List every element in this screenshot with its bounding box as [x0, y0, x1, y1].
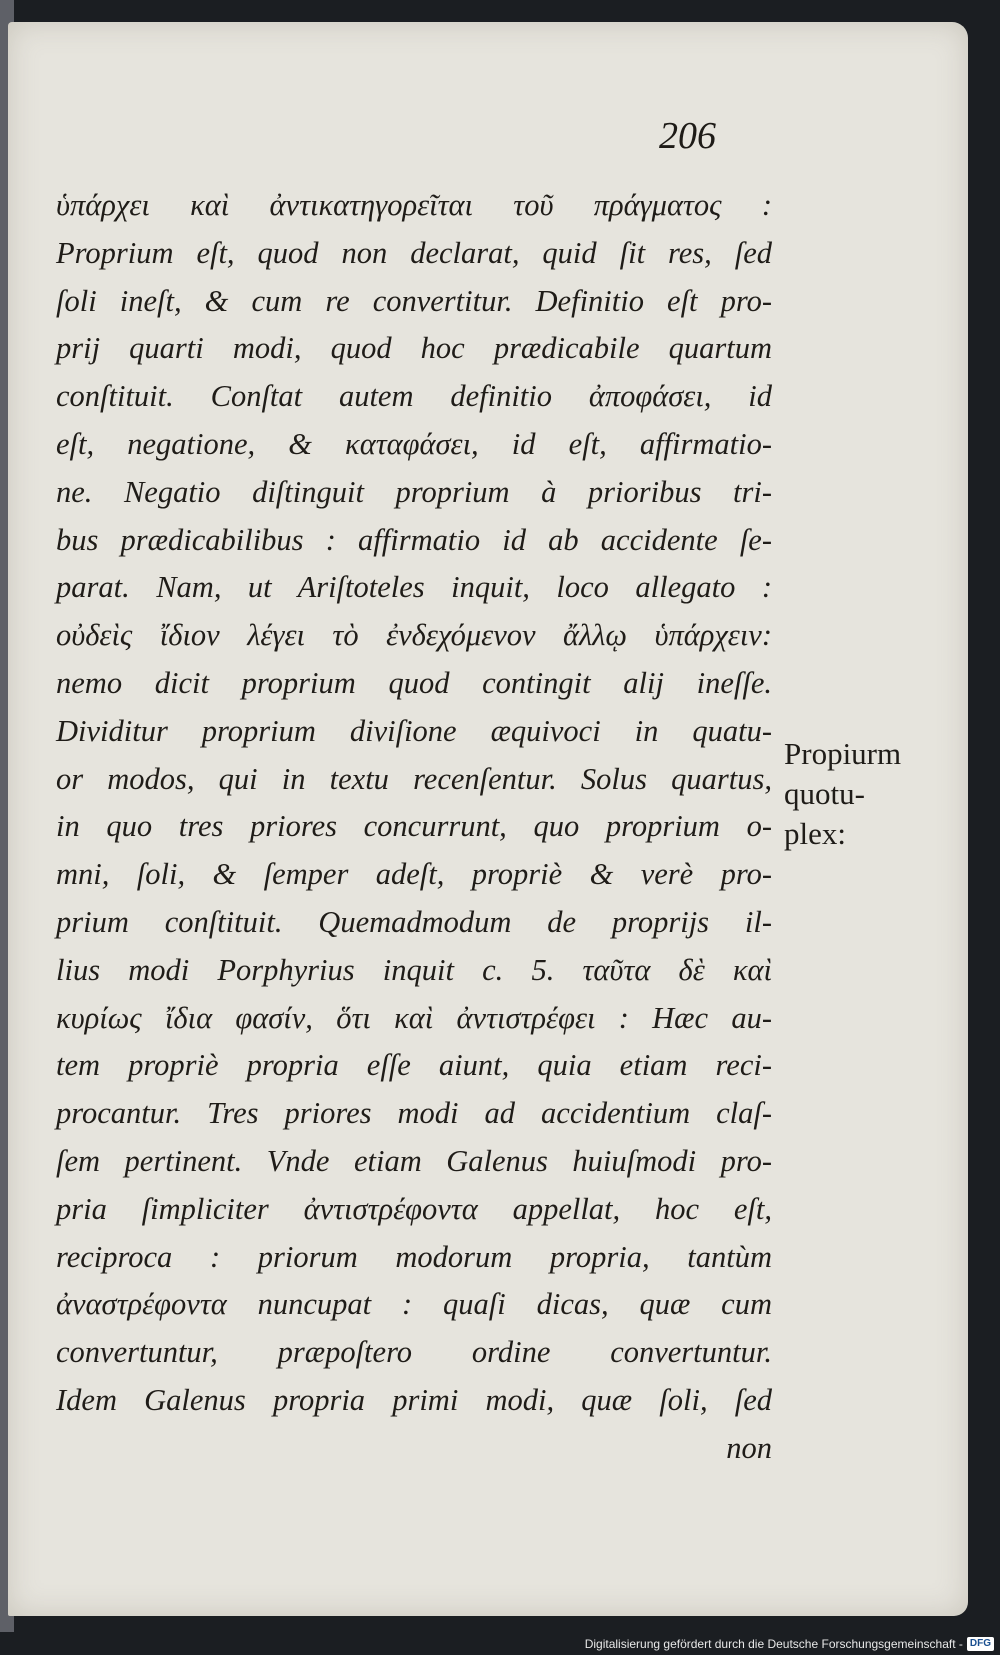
- text-line: pria ſimpliciter ἀντιστρέφοντα appellat, hoc eſt,: [56, 1191, 772, 1226]
- text-line: ſoli ineſt, & cum re convertitur. Definitio eſt pro-: [56, 283, 772, 318]
- funding-credit: Digitalisierung gefördert durch die Deutsche Forschungsgemeinschaft -: [584, 1636, 963, 1651]
- text-line: procantur. Tres priores modi ad accidentium claſ-: [56, 1096, 772, 1131]
- text-line: Idem Galenus propria primi modi, quæ ſoli, ſed: [56, 1382, 772, 1417]
- text-line: convertuntur, præpoſtero ordine convertuntur.: [56, 1335, 772, 1370]
- text-line: reciproca : priorum modorum propria, tantùm: [56, 1239, 772, 1274]
- text-line: in quo tres priores concurrunt, quo proprium o-: [56, 809, 772, 844]
- text-line: parat. Nam, ut Ariſtoteles inquit, loco allegato :: [56, 570, 772, 605]
- dfg-logo: DFG: [967, 1637, 994, 1651]
- body-text: [56, 182, 772, 1473]
- text-line: eſt, negatione, & καταφάσει, id eſt, affirmatio-: [56, 426, 772, 461]
- text-line: ἀναστρέφοντα nuncupat : quaſi dicas, quæ cum: [56, 1287, 772, 1322]
- text-line: prij quarti modi, quod hoc prædicabile quartum: [56, 331, 772, 366]
- margin-note-line: plex:: [784, 816, 846, 851]
- text-line: mni, ſoli, & ſemper adeſt, propriè & verè pro-: [56, 857, 772, 892]
- margin-note-line: Propiurm: [784, 736, 902, 771]
- page-number: 206: [659, 115, 716, 157]
- text-line: nemo dicit proprium quod contingit alij ineſſe.: [56, 665, 772, 700]
- text-line: ne. Negatio diſtinguit proprium à prioribus tri-: [56, 474, 772, 509]
- margin-note-line: quotu-: [784, 776, 865, 811]
- footer-bar: [0, 1632, 1000, 1654]
- text-line: bus prædicabilibus : affirmatio id ab accidente ſe-: [56, 522, 772, 557]
- catchword: non: [726, 1430, 772, 1465]
- text-line: Proprium eſt, quod non declarat, quid ſit res, ſed: [56, 235, 772, 270]
- margin-note: [784, 734, 984, 854]
- text-line: tem propriè propria eſſe aiunt, quia etiam reci-: [56, 1048, 772, 1083]
- text-line: prium conſtituit. Quemadmodum de proprijs il-: [56, 904, 772, 939]
- text-line: Dividitur proprium diviſione æquivoci in quatu-: [56, 713, 772, 748]
- text-line: ſem pertinent. Vnde etiam Galenus huiuſmodi pro-: [56, 1143, 772, 1178]
- text-line: ὑπάρχει καὶ ἀντικατηγορεῖται τοῦ πράγματος :: [56, 188, 772, 222]
- text-line: conſtituit. Conſtat autem definitio ἀποφάσει, id: [56, 379, 772, 414]
- text-line: or modos, qui in textu recenſentur. Solus quartus,: [56, 761, 772, 796]
- book-page: [8, 22, 968, 1616]
- text-line: lius modi Porphyrius inquit c. 5. ταῦτα δὲ καὶ: [56, 952, 772, 987]
- text-line: κυρίως ἴδια φασίν, ὅτι καὶ ἀντιστρέφει : Hæc au-: [56, 1000, 772, 1035]
- text-line: οὐδεὶς ἴδιον λέγει τὸ ἐνδεχόμενον ἄλλῳ ὑπάρχειν:: [56, 618, 772, 653]
